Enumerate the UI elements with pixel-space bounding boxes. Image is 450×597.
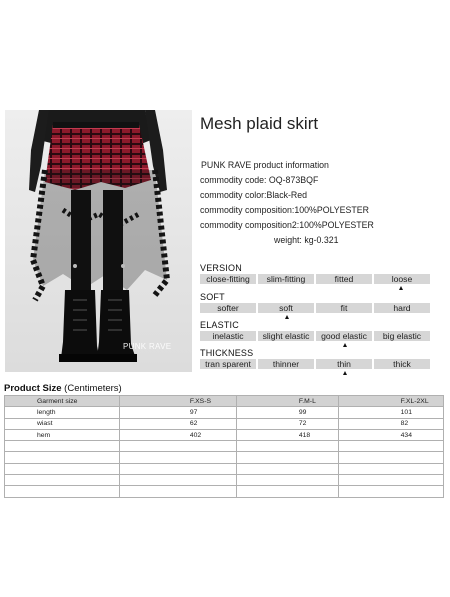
column-header: F.M-L xyxy=(236,396,338,407)
table-cell xyxy=(5,475,120,486)
model-illustration xyxy=(5,110,192,372)
table-row xyxy=(5,418,444,429)
table-row xyxy=(5,486,444,497)
table-cell xyxy=(236,475,338,486)
column-header: Garment size xyxy=(5,396,120,407)
table-row xyxy=(5,463,444,474)
table-cell: 402 xyxy=(119,429,236,440)
scale-option: thinner xyxy=(258,359,314,369)
table-cell: length xyxy=(5,407,120,418)
table-cell xyxy=(119,475,236,486)
scale-option: thin xyxy=(316,359,372,369)
table-cell: 97 xyxy=(119,407,236,418)
table-cell: 99 xyxy=(236,407,338,418)
scale-option: big elastic xyxy=(374,331,430,341)
column-header: F.XL-2XL xyxy=(338,396,443,407)
scale-elastic xyxy=(200,320,430,341)
table-cell xyxy=(5,463,120,474)
table-cell: 82 xyxy=(338,418,443,429)
table-cell: 418 xyxy=(236,429,338,440)
info-commodity-code: commodity code: OQ-873BQF xyxy=(200,175,319,185)
scale-title: SOFT xyxy=(200,292,225,302)
scale-marker-icon xyxy=(343,371,347,375)
scale-soft xyxy=(200,292,430,313)
product-title: Mesh plaid skirt xyxy=(200,114,319,133)
table-cell: 434 xyxy=(338,429,443,440)
table-cell xyxy=(236,452,338,463)
scale-option: fit xyxy=(316,303,372,313)
table-header-row xyxy=(5,396,444,407)
size-table-heading xyxy=(4,383,122,394)
table-row xyxy=(5,475,444,486)
table-cell xyxy=(119,486,236,497)
scale-option: tran sparent xyxy=(200,359,256,369)
scale-option: close-fitting xyxy=(200,274,256,284)
product-info xyxy=(200,158,374,248)
product-photo xyxy=(5,110,192,372)
scale-option: thick xyxy=(374,359,430,369)
table-cell: hem xyxy=(5,429,120,440)
table-cell xyxy=(119,441,236,452)
column-header: F.XS-S xyxy=(119,396,236,407)
size-heading-unit: (Centimeters) xyxy=(61,383,122,394)
scale-marker-icon xyxy=(285,315,289,319)
table-cell xyxy=(119,463,236,474)
scale-option: hard xyxy=(374,303,430,313)
table-cell: 101 xyxy=(338,407,443,418)
scale-version xyxy=(200,263,430,284)
table-cell xyxy=(5,486,120,497)
scale-thickness xyxy=(200,348,430,369)
table-cell xyxy=(338,441,443,452)
table-cell xyxy=(236,441,338,452)
scale-option: slight elastic xyxy=(258,331,314,341)
table-cell: 62 xyxy=(119,418,236,429)
scale-title: ELASTIC xyxy=(200,320,239,330)
table-cell: wiast xyxy=(5,418,120,429)
table-row xyxy=(5,452,444,463)
scale-option: good elastic xyxy=(316,331,372,341)
table-cell xyxy=(338,486,443,497)
table-cell xyxy=(338,452,443,463)
table-cell xyxy=(236,486,338,497)
info-commodity-color: commodity color:Black-Red xyxy=(200,190,308,200)
photo-watermark: PUNK RAVE xyxy=(123,342,172,351)
scale-option: loose xyxy=(374,274,430,284)
info-brand-line: PUNK RAVE product information xyxy=(201,160,329,170)
table-cell xyxy=(338,475,443,486)
table-cell xyxy=(338,463,443,474)
table-cell xyxy=(119,452,236,463)
table-row xyxy=(5,441,444,452)
scale-title: THICKNESS xyxy=(200,348,254,358)
scale-option: fitted xyxy=(316,274,372,284)
info-commodity-composition2: commodity composition2:100%POLYESTER xyxy=(200,220,374,230)
scale-option: inelastic xyxy=(200,331,256,341)
table-row xyxy=(5,407,444,418)
size-table xyxy=(4,395,444,498)
scale-title: VERSION xyxy=(200,263,242,273)
table-row xyxy=(5,429,444,440)
info-weight: weight: kg-0.321 xyxy=(274,235,339,245)
scale-marker-icon xyxy=(343,343,347,347)
size-heading-title: Product Size xyxy=(4,383,62,394)
scale-marker-icon xyxy=(399,286,403,290)
table-cell: 72 xyxy=(236,418,338,429)
table-cell xyxy=(236,463,338,474)
scale-option: slim-fitting xyxy=(258,274,314,284)
table-cell xyxy=(5,452,120,463)
table-cell xyxy=(5,441,120,452)
info-commodity-composition: commodity composition:100%POLYESTER xyxy=(200,205,370,215)
scale-option: softer xyxy=(200,303,256,313)
scale-option: soft xyxy=(258,303,314,313)
